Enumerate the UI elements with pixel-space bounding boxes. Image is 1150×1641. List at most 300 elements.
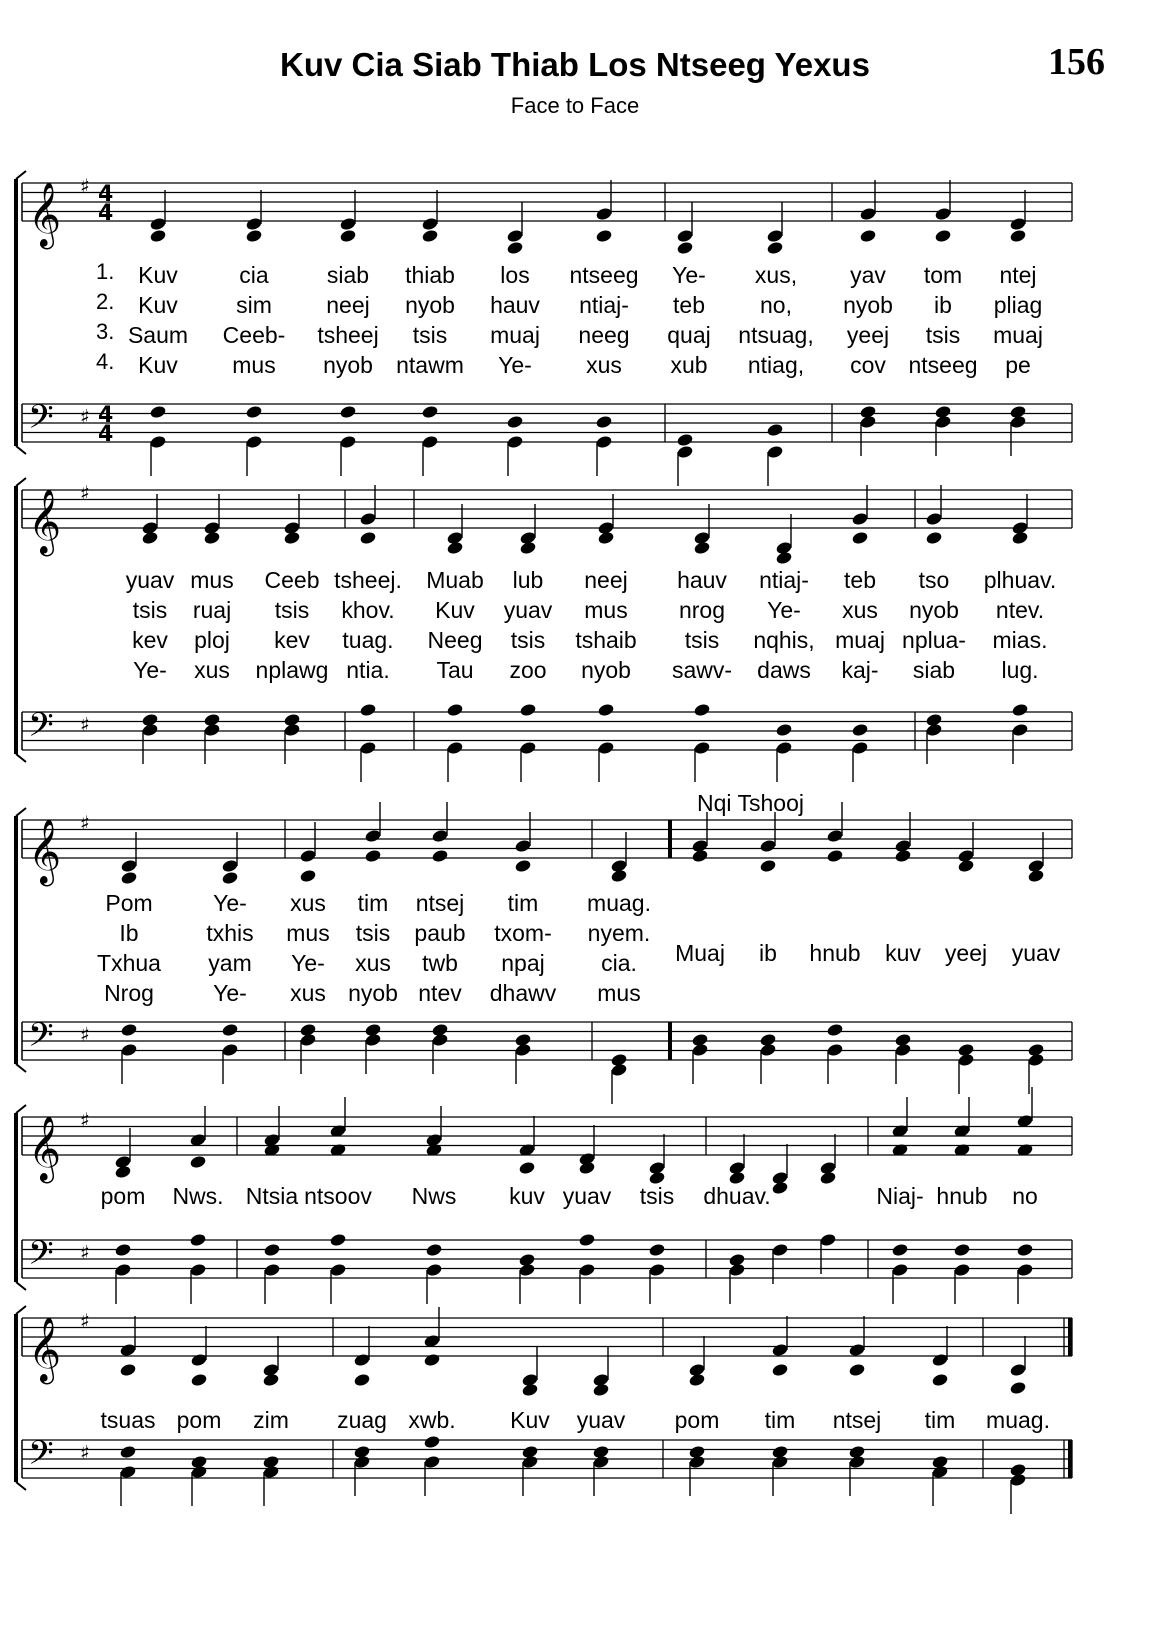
bass-notehead [263,1243,281,1258]
treble-notehead [506,229,524,244]
bass-notehead [1016,1263,1034,1278]
treble-notehead [359,512,377,527]
lyric-syllable: xus [586,352,622,378]
bass-notehead [1011,703,1029,718]
system-bracket-top [16,1105,26,1113]
treble-notehead [676,241,694,256]
lyric-syllable: yam [208,950,252,976]
bass-notehead [891,1263,909,1278]
bass-notehead [676,445,694,460]
treble-notehead [299,849,317,864]
bass-notehead [245,405,263,420]
bass-notehead [263,1263,281,1278]
bass-notehead [425,1243,443,1258]
bass-notehead [506,435,524,450]
bass-notehead [120,1023,138,1038]
treble-notehead [934,207,952,222]
bass-notehead [1027,1053,1045,1068]
treble-notehead [506,241,524,256]
lyric-syllable: kaj- [841,657,879,683]
lyric-syllable: Saum [127,322,189,348]
time-signature-bottom: 4 [98,422,114,447]
treble-notehead [149,229,167,244]
bass-notehead [359,703,377,718]
bass-notehead [693,703,711,718]
bass-notehead [425,1263,443,1278]
lyric-syllable: ntseeg [569,262,639,288]
bass-notehead [648,1243,666,1258]
bass-notehead [521,1455,539,1470]
lyric-syllable: Ib [119,920,139,946]
hymn-title: Kuv Cia Siab Thiab Los Ntseeg Yexus [280,46,870,83]
lyric-syllable: Kuv [138,352,178,378]
treble-notehead [299,869,317,884]
treble-notehead [189,1155,207,1170]
lyric-syllable: tim [507,890,539,916]
bass-notehead [421,405,439,420]
bass-notehead [514,1043,532,1058]
treble-notehead [848,1343,866,1358]
lyric-syllable: ntiaj- [579,292,629,318]
treble-notehead [245,229,263,244]
lyric-syllable: tsis [684,627,720,653]
bass-notehead [119,1465,137,1480]
bass-notehead [953,1263,971,1278]
bass-notehead [931,1465,949,1480]
lyric-syllable: xus [194,657,230,683]
lyric-syllable: tsuas [100,1407,156,1433]
bass-notehead [203,723,221,738]
treble-notehead [775,551,793,566]
lyric-syllable: tso [918,567,950,593]
bass-clef-icon: 𝄢 [28,1234,54,1281]
key-signature-sharp-icon: ♯ [80,712,90,737]
bass-notehead [329,1263,347,1278]
hymn-subtitle: Face to Face [510,93,640,118]
treble-notehead [771,1181,789,1196]
bass-notehead [519,703,537,718]
bass-notehead [120,1043,138,1058]
treble-notehead [1009,1363,1027,1378]
lyric-syllable: nyob [581,657,631,683]
treble-clef-icon: 𝄞 [28,819,62,884]
bass-notehead [189,1233,207,1248]
key-signature-sharp-icon: ♯ [80,810,90,835]
bass-notehead [766,445,784,460]
treble-notehead [766,241,784,256]
bass-clef-icon: 𝄢 [28,706,54,753]
verse-number: 2. [96,289,115,314]
lyric-syllable: ntseeg [908,352,978,378]
lyric-syllable: no [1012,1183,1038,1209]
treble-notehead [119,1363,137,1378]
bass-notehead [262,1465,280,1480]
bass-notehead [283,723,301,738]
lyric-syllable: quaj [667,322,711,348]
lyric-syllable: cia [239,262,269,288]
hymn-number: 156 [1048,41,1105,83]
bass-notehead [149,435,167,450]
treble-notehead [339,217,357,232]
treble-notehead [771,1343,789,1358]
verse-number: 1. [96,259,115,284]
lyric-syllable: yuav [576,1407,626,1433]
treble-notehead [826,829,844,844]
bass-notehead [578,1233,596,1248]
treble-notehead [514,839,532,854]
system-bracket-bottom [16,446,26,454]
treble-clef-icon: 𝄞 [28,489,62,554]
bass-notehead [891,1243,909,1258]
bass-notehead [728,1263,746,1278]
treble-notehead [1027,869,1045,884]
lyric-syllable: hnub [936,1183,988,1209]
bass-notehead [759,1043,777,1058]
lyric-syllable: muag. [587,890,651,916]
lyric-syllable: zuag [337,1407,387,1433]
treble-notehead [925,531,943,546]
refrain-lyric-syllable: Muaj [675,940,725,966]
treble-notehead [848,1363,866,1378]
key-signature-sharp-icon: ♯ [80,1240,90,1265]
lyric-syllable: muaj [490,322,540,348]
lyric-syllable: xub [670,352,708,378]
lyric-syllable: kev [132,627,168,653]
bass-notehead [775,741,793,756]
treble-notehead [851,512,869,527]
system-bracket-bottom [16,754,26,762]
lyric-syllable: Ye- [213,980,247,1006]
bass-notehead [245,435,263,450]
lyric-syllable: tsis [355,920,391,946]
treble-notehead [245,217,263,232]
bass-notehead [141,723,159,738]
lyric-syllable: kuv [509,1183,545,1209]
lyric-syllable: Kuv [435,597,475,623]
treble-notehead [431,849,449,864]
lyric-syllable: Ceeb- [222,322,286,348]
lyric-syllable: Pom [105,890,153,916]
treble-notehead [519,541,537,556]
lyric-syllable: xus [290,890,326,916]
treble-notehead [766,229,784,244]
treble-notehead [693,541,711,556]
key-signature-sharp-icon: ♯ [80,404,90,429]
treble-notehead [364,849,382,864]
bass-notehead [421,435,439,450]
treble-notehead [826,849,844,864]
lyric-syllable: yuav [125,567,175,593]
bass-notehead [1009,415,1027,430]
bass-notehead [859,415,877,430]
treble-notehead [957,859,975,874]
treble-notehead [771,1363,789,1378]
lyric-syllable: Neeg [427,627,483,653]
lyric-syllable: tim [357,890,389,916]
lyric-syllable: teb [844,567,876,593]
lyric-syllable: ntev. [995,597,1045,623]
lyric-syllable: ntiag, [747,352,805,378]
lyric-syllable: Ye- [213,890,247,916]
bass-notehead [1009,1473,1027,1488]
lyric-syllable: neej [326,292,370,318]
lyric-syllable: Kuv [138,292,178,318]
treble-notehead [353,1373,371,1388]
bass-notehead [299,1033,317,1048]
lyric-syllable: txhis [206,920,254,946]
lyric-syllable: nyob [909,597,959,623]
bass-notehead [597,741,615,756]
lyric-syllable: Ceeb [264,567,320,593]
lyric-syllable: tuag. [342,627,394,653]
lyric-syllable: Ye- [291,950,325,976]
lyric-syllable: mus [190,567,234,593]
lyric-syllable: yuav [503,597,553,623]
lyric-syllable: no, [760,292,792,318]
time-signature-top: 4 [98,182,114,207]
bass-notehead [359,741,377,756]
lyric-syllable: nplua- [902,627,966,653]
bass-notehead [518,1263,536,1278]
lyric-syllable: nqhis, [753,627,815,653]
lyric-syllable: siab [912,657,956,683]
bass-notehead [221,1023,239,1038]
treble-notehead [934,229,952,244]
treble-notehead [221,859,239,874]
bass-notehead [688,1455,706,1470]
bass-notehead [423,1455,441,1470]
lyric-syllable: tsis [412,322,448,348]
lyric-syllable: khov. [341,597,395,623]
treble-notehead [120,871,138,886]
lyric-syllable: tsis [639,1183,675,1209]
bass-notehead [848,1455,866,1470]
lyric-syllable: pom [674,1407,720,1433]
treble-notehead [1009,229,1027,244]
treble-notehead [190,1373,208,1388]
treble-notehead [688,1373,706,1388]
lyric-syllable: Ye- [672,262,706,288]
treble-notehead [190,1353,208,1368]
treble-notehead [859,207,877,222]
lyric-syllable: ntawm [396,352,464,378]
bass-notehead [189,1263,207,1278]
bass-notehead [578,1263,596,1278]
treble-notehead [359,531,377,546]
treble-notehead [676,229,694,244]
refrain-lyric-syllable: ib [759,940,777,966]
lyric-syllable: paub [414,920,466,946]
bass-notehead [610,1063,628,1078]
lyric-syllable: nyob [348,980,398,1006]
bass-notehead [819,1233,837,1248]
lyric-syllable: zoo [509,657,547,683]
treble-notehead [1009,217,1027,232]
lyric-syllable: Kuv [510,1407,550,1433]
lyric-syllable: nyob [843,292,893,318]
lyric-syllable: xus [355,950,391,976]
lyric-syllable: Ye- [133,657,167,683]
lyric-syllable: Ye- [767,597,801,623]
lyric-syllable: dhuav. [703,1183,771,1209]
lyric-syllable: Kuv [138,262,178,288]
key-signature-sharp-icon: ♯ [80,1107,90,1132]
refrain-lyric-syllable: kuv [885,940,921,966]
treble-clef-icon: 𝄞 [28,1116,62,1181]
lyric-syllable: pe [1005,352,1031,378]
lyric-syllable: pom [176,1407,222,1433]
lyric-syllable: Ntsia [245,1183,299,1209]
treble-notehead [221,871,239,886]
lyric-syllable: tsheej. [334,567,402,593]
treble-notehead [339,229,357,244]
lyric-syllable: hauv [490,292,540,318]
key-signature-sharp-icon: ♯ [80,480,90,505]
bass-notehead [119,1445,137,1460]
lyric-syllable: pliag [993,292,1043,318]
treble-notehead [1011,531,1029,546]
bass-notehead [114,1263,132,1278]
treble-notehead [851,531,869,546]
treble-notehead [421,217,439,232]
treble-notehead [592,1383,610,1398]
bass-clef-icon: 𝄢 [28,398,54,445]
lyric-syllable: tsis [132,597,168,623]
treble-notehead [925,512,943,527]
lyric-syllable: lug. [1001,657,1039,683]
lyric-syllable: txom- [494,920,552,946]
treble-notehead [283,531,301,546]
bass-notehead [339,405,357,420]
lyric-syllable: ntej [999,262,1037,288]
bass-notehead [353,1455,371,1470]
lyric-syllable: siab [326,262,370,288]
treble-clef-icon: 𝄞 [28,1317,62,1382]
lyric-syllable: xus [290,980,326,1006]
bass-notehead [329,1233,347,1248]
treble-notehead [894,849,912,864]
bass-notehead [766,423,784,438]
treble-notehead [819,1171,837,1186]
lyric-syllable: Nrog [104,980,154,1006]
bass-notehead [592,1455,610,1470]
lyric-syllable: twb [422,950,458,976]
treble-notehead [931,1353,949,1368]
treble-notehead [421,229,439,244]
bass-notehead [506,415,524,430]
bass-notehead [826,1043,844,1058]
bass-clef-icon: 𝄢 [28,1434,54,1481]
treble-notehead [728,1171,746,1186]
lyric-syllable: xus, [754,262,798,288]
bass-notehead [771,1243,789,1258]
lyric-syllable: ntsuag, [738,322,814,348]
treble-notehead [759,859,777,874]
treble-notehead [431,829,449,844]
lyric-syllable: mus [286,920,330,946]
lyric-syllable: ntev [418,980,462,1006]
lyric-syllable: yeej [846,322,890,348]
lyric-syllable: tsis [510,627,546,653]
lyric-syllable: tsheej [317,322,379,348]
bass-notehead [595,415,613,430]
lyric-syllable: npaj [501,950,545,976]
treble-notehead [141,531,159,546]
bass-notehead [851,723,869,738]
lyric-syllable: ploj [194,627,230,653]
lyric-syllable: los [500,262,530,288]
bass-notehead [648,1263,666,1278]
treble-notehead [759,839,777,854]
bass-notehead [1016,1243,1034,1258]
bass-notehead [953,1243,971,1258]
bass-notehead [957,1053,975,1068]
lyric-syllable: neeg [578,322,630,348]
lyric-syllable: nrog [678,597,726,623]
refrain-lyric-syllable: hnub [809,940,861,966]
bass-notehead [925,723,943,738]
verse-number: 3. [96,319,115,344]
bass-notehead [595,435,613,450]
lyric-syllable: ruaj [192,597,232,623]
bass-notehead [676,433,694,448]
refrain-lyric-syllable: yuav [1011,940,1061,966]
lyric-syllable: plhuav. [983,567,1057,593]
bass-notehead [691,1043,709,1058]
treble-clef-icon: 𝄞 [28,182,62,247]
bass-notehead [190,1465,208,1480]
bass-notehead [446,703,464,718]
lyric-syllable: yav [850,262,886,288]
lyric-syllable: mus [232,352,276,378]
lyric-syllable: ntia. [346,657,390,683]
lyric-syllable: nyem. [587,920,651,946]
bass-notehead [597,703,615,718]
lyric-syllable: ntsoov [304,1183,372,1209]
lyric-syllable: muaj [993,322,1043,348]
treble-notehead [262,1373,280,1388]
treble-notehead [1009,1381,1027,1396]
treble-notehead [446,541,464,556]
bass-notehead [423,1435,441,1450]
lyric-syllable: nyob [323,352,373,378]
treble-notehead [518,1161,536,1176]
treble-notehead [364,829,382,844]
lyric-syllable: tsis [925,322,961,348]
treble-notehead [119,1343,137,1358]
lyric-syllable: xus [842,597,878,623]
system-bracket-top [16,171,26,179]
treble-notehead [149,217,167,232]
treble-notehead [521,1383,539,1398]
treble-notehead [595,207,613,222]
lyric-syllable: Ye- [498,352,532,378]
lyric-syllable: tim [924,1407,956,1433]
key-signature-sharp-icon: ♯ [80,1308,90,1333]
lyric-syllable: teb [673,292,705,318]
time-signature-top: 4 [98,403,114,428]
treble-notehead [114,1165,132,1180]
lyric-syllable: zim [253,1407,289,1433]
lyric-syllable: tshaib [575,627,637,653]
bass-notehead [149,405,167,420]
bass-notehead [771,1455,789,1470]
lyric-syllable: lub [512,567,544,593]
bass-notehead [221,1043,239,1058]
treble-notehead [514,859,532,874]
bass-notehead [364,1033,382,1048]
bass-notehead [775,723,793,738]
